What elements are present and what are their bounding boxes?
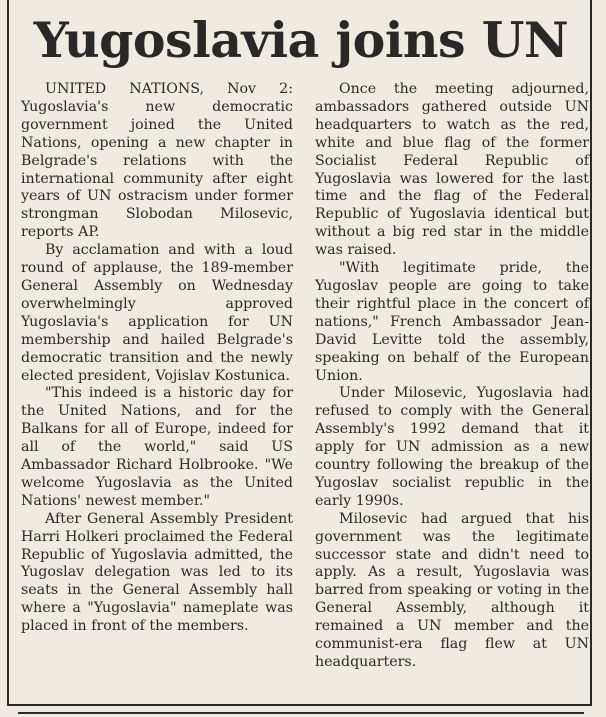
paragraph: Under Milosevic, Yugoslavia had refused to comply with the General Assembly's 1992 demand that it apply for UN admission as a new country following the breakup of the Yugoslav socialist republic in the early 1990s.: [315, 385, 589, 509]
paragraph: "This indeed is a historic day for the United Nations, and for the Balkans for all of Europe, indeed for all of the world," said US Ambassador Richard Holbrooke. "We welcome Yugoslavia as the United Nations' newest member.": [21, 385, 293, 509]
paragraph: UNITED NATIONS, Nov 2: Yugoslavia's new democratic government joined the United Nations, opening a new chapter in Belgrade's relations with the international community after eight years of UN ostracism under former strongman Slobodan Milosevic, reports AP.: [21, 81, 293, 241]
paragraph: By acclamation and with a loud round of applause, the 189-member General Assembly on Wednesday overwhelmingly approved Yugoslavia's application for UN membership and hailed Belgrade's democratic transition and the newly elected president, Vojislav Kostunica.: [21, 242, 293, 384]
paragraph: After General Assembly President Harri Holkeri proclaimed the Federal Republic of Yugoslavia admitted, the Yugoslav delegation was led to its seats in the General Assembly hall where a "Yugoslavia" nameplate was placed in front of the members.: [21, 510, 293, 635]
next-article-rule: [18, 712, 584, 714]
paragraph: Once the meeting adjourned, ambassadors gathered outside UN headquarters to watch as the red, white and blue flag of the former Socialist Federal Republic of Yugoslavia was lowered for the last time and the flag of the Federal Republic of Yugoslavia identical but without a big red star in the middle was raised.: [315, 81, 589, 259]
paragraph: "With legitimate pride, the Yugoslav people are going to take their rightful place in the concert of nations," French Ambassador Jean-David Levitte told the assembly, speaking on behalf of the European Union.: [315, 260, 589, 384]
right-column: [315, 81, 589, 672]
paragraph: Milosevic had argued that his government was the legitimate successor state and didn't need to apply. As a result, Yugoslavia was barred from speaking or voting in the General Assembly, although it remained a UN member and the communist-era flag flew at UN headquarters.: [315, 510, 589, 670]
left-column: [21, 81, 293, 636]
headline: Yugoslavia joins UN: [33, 11, 569, 69]
